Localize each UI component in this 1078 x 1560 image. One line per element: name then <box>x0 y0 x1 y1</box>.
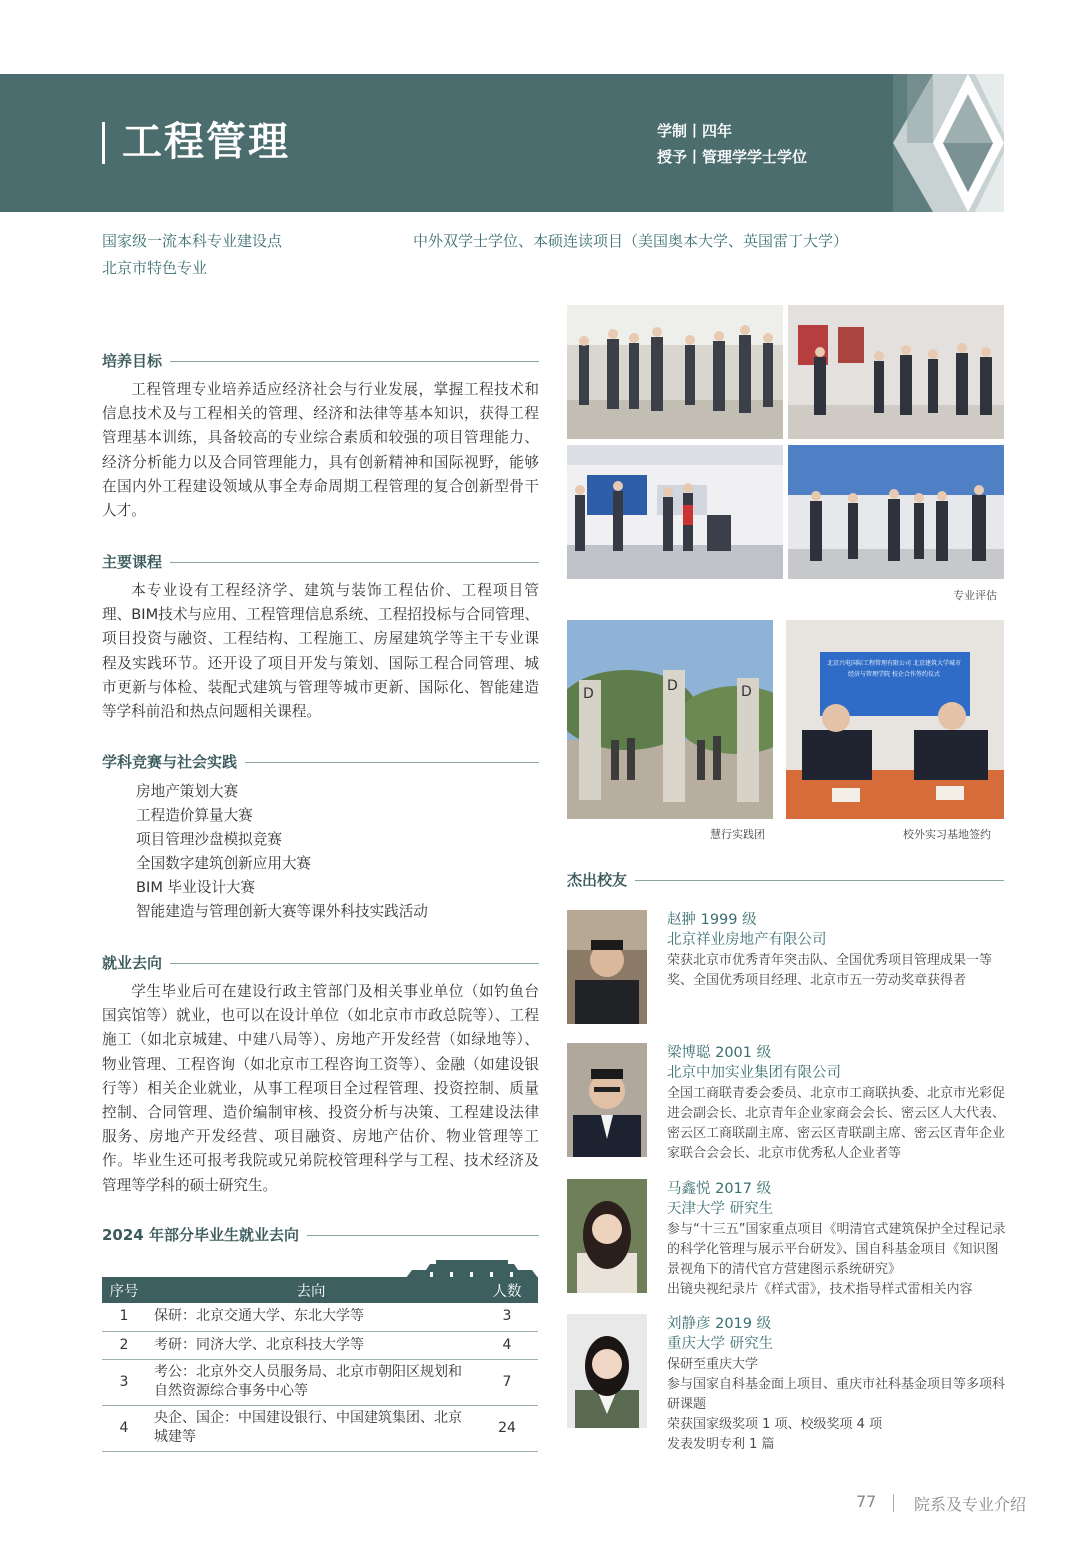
section-career-body: 学生毕业后可在建设行政主管部门及相关事业单位（如钓鱼台国宾馆等）就业，也可以在设计单位（如北京市市政总院等）、工程施工（如北京城建、中建八局等）、房地产开发经营（如绿地等）、物业管理、工程咨询（如北京市工程咨询工资等）、金融（如建设银行等）相关企业就业，从事工程项目全过程管理、投资控制、质量控制、合同管理、造价编制审核、投资分析与决策、工程建设法律服务、房地产开发经营、项目融资、房地产估价、物业管理等工作。毕业生还可报考我院或兄弟院校管理科学与工程、技术经济及管理等学科的硕士研究生。 <box>102 983 539 1194</box>
section-courses-heading <box>102 552 539 572</box>
title-accent-bar <box>102 122 105 164</box>
section-courses-body: 本专业设有工程经济学、建筑与装饰工程估价、工程项目管理、BIM技术与应用、工程管理信息系统、工程招投标与合同管理、项目投资与融资、工程结构、工程施工、房屋建筑学等主干专业课程及实践环节。还开设了项目开发与策划、国际工程合同管理、城市更新与体检、装配式建筑与管理等城市更新、国际化、智能建造等学科前沿和热点问题相关课程。 <box>102 582 539 721</box>
cell-dest: 考公：北京外交人员服务局、北京市朝阳区规划和自然资源综合事务中心等 <box>146 1359 476 1405</box>
photo-signing <box>786 620 1004 819</box>
employment-table-title: 2024 年部分毕业生就业去向 <box>102 1225 307 1245</box>
photo-evaluation-1 <box>567 305 783 439</box>
cell-dest: 保研：北京交通大学、东北大学等 <box>146 1303 476 1331</box>
photo-practice-team <box>567 620 773 819</box>
program-joint-degree <box>413 228 848 255</box>
col-header-dest: 去向 <box>146 1277 476 1303</box>
alumni-org: 天津大学 研究生 <box>667 1201 774 1217</box>
caption-evaluation: 专业评估 <box>953 589 997 602</box>
list-item: 全国数字建筑创新应用大赛 <box>136 855 312 872</box>
alumni-desc: 全国工商联青委会委员、北京市工商联执委、北京市光彩促进会副会长、北京青年企业家商会会长、密云区人大代表、密云区工商联副主席、密云区青联副主席、密云区青年企业家联合会会长、北京市优秀私人企业者等 <box>667 1086 1006 1161</box>
alumni-name: 刘静彦 2019 级 <box>667 1316 772 1332</box>
alumni-name: 马鑫悦 2017 级 <box>667 1181 772 1197</box>
table-row <box>102 1331 538 1359</box>
alumni-desc: 出镜央视纪录片《样式雷》，技术指导样式雷相关内容 <box>667 1282 973 1297</box>
program-honors <box>102 228 282 282</box>
cell-count: 4 <box>476 1331 538 1359</box>
section-goal-title: 培养目标 <box>102 351 170 371</box>
list-item: BIM 毕业设计大赛 <box>136 879 256 896</box>
alumni-text <box>667 910 1007 991</box>
table-row <box>102 1405 538 1451</box>
alumni-org: 北京中加实业集团有限公司 <box>667 1065 841 1081</box>
table-row <box>102 1303 538 1331</box>
alumni-name: 梁博聪 2001 级 <box>667 1045 772 1061</box>
cell-dest: 央企、国企：中国建设银行、中国建筑集团、北京城建等 <box>146 1405 476 1451</box>
signing-banner-text: 北京兴电国际工程管理有限公司 北京建筑大学城市经济与管理学院 校企合作签约仪式 <box>827 660 961 678</box>
svg-text:D: D <box>583 686 594 702</box>
svg-text:D: D <box>667 678 678 694</box>
list-item: 智能建造与管理创新大赛等课外科技实践活动 <box>136 903 428 920</box>
cell-count: 3 <box>476 1303 538 1331</box>
caption-signing: 校外实习基地签约 <box>903 828 991 841</box>
duration-text: 学制丨四年 <box>657 122 733 140</box>
cell-count: 24 <box>476 1405 538 1451</box>
section-career-title: 就业去向 <box>102 953 170 973</box>
avatar <box>567 1179 647 1293</box>
page-number: 77 <box>856 1492 877 1511</box>
honor-national: 国家级一流本科专业建设点 <box>102 232 283 250</box>
alumni-org: 北京祥业房地产有限公司 <box>667 932 827 948</box>
avatar <box>567 1043 647 1157</box>
photo-evaluation-3 <box>567 445 783 579</box>
alumni-desc: 参与国家自科基金面上项目、重庆市社科基金项目等多项科研课题 <box>667 1377 1006 1412</box>
employment-table <box>102 1277 538 1452</box>
photo-evaluation-4 <box>788 445 1004 579</box>
competition-list <box>136 780 428 924</box>
footer-section: 院系及专业介绍 <box>914 1495 1027 1514</box>
alumni-desc: 荣获国家级奖项 1 项、校级奖项 4 项 <box>667 1417 883 1432</box>
degree-text: 授予丨管理学学士学位 <box>657 148 808 166</box>
alumni-org: 重庆大学 研究生 <box>667 1336 774 1352</box>
col-header-count: 人数 <box>476 1277 538 1303</box>
section-career-heading <box>102 953 539 973</box>
section-goal-heading <box>102 351 539 371</box>
cell-count: 7 <box>476 1359 538 1405</box>
cell-no: 4 <box>102 1405 146 1451</box>
list-item: 工程造价算量大赛 <box>136 807 253 824</box>
section-courses-title: 主要课程 <box>102 552 170 572</box>
cell-dest: 考研：同济大学、北京科技大学等 <box>146 1331 476 1359</box>
geometric-decoration <box>893 74 1004 212</box>
alumni-text <box>667 1043 1007 1164</box>
alumni-desc: 保研至重庆大学 <box>667 1357 759 1372</box>
section-competitions-heading <box>102 752 539 772</box>
employment-table-heading <box>102 1225 539 1245</box>
list-item: 房地产策划大赛 <box>136 783 239 800</box>
avatar <box>567 1314 647 1428</box>
alumni-name: 赵翀 1999 级 <box>667 912 757 928</box>
list-item: 项目管理沙盘模拟竞赛 <box>136 831 282 848</box>
cell-no: 3 <box>102 1359 146 1405</box>
alumni-text <box>667 1314 1007 1455</box>
section-goal-body: 工程管理专业培养适应经济社会与行业发展，掌握工程技术和信息技术及与工程相关的管理、经济和法律等基本知识，获得工程管理基本训练，具备较高的专业综合素质和较强的项目管理能力、经济分析能力以及合同管理能力，具有创新精神和国际视野，能够在国内外工程建设领域从事全寿命周期工程管理的复合创新型骨干人才。 <box>102 381 539 520</box>
cell-no: 2 <box>102 1331 146 1359</box>
alumni-desc: 发表发明专利 1 篇 <box>667 1437 775 1452</box>
section-alumni-heading <box>567 870 1004 890</box>
section-alumni-title: 杰出校友 <box>567 870 635 890</box>
svg-text:D: D <box>741 684 752 700</box>
section-competitions-title: 学科竞赛与社会实践 <box>102 752 245 772</box>
footer-divider <box>893 1494 894 1512</box>
program-meta <box>657 118 807 170</box>
caption-practice-team: 慧行实践团 <box>710 828 765 841</box>
table-header-row <box>102 1277 538 1303</box>
alumni-desc: 参与“十三五”国家重点项目《明清官式建筑保护全过程记录的科学化管理与展示平台研发》、国自科基金项目《知识图景视角下的清代官方营建图示系统研究》 <box>667 1222 1006 1277</box>
page-title: 工程管理 <box>122 119 290 165</box>
joint-degree-text: 中外双学士学位、本硕连读项目（美国奥本大学、英国雷丁大学） <box>413 232 849 250</box>
alumni-desc: 荣获北京市优秀青年突击队、全国优秀项目管理成果一等奖、全国优秀项目经理、北京市五一劳动奖章获得者 <box>667 953 993 988</box>
col-header-no: 序号 <box>102 1277 146 1303</box>
alumni-text <box>667 1179 1007 1300</box>
cell-no: 1 <box>102 1303 146 1331</box>
roof-ornament <box>406 1258 538 1278</box>
honor-beijing: 北京市特色专业 <box>102 259 208 277</box>
avatar <box>567 910 647 1024</box>
photo-evaluation-2 <box>788 305 1004 439</box>
table-row <box>102 1359 538 1405</box>
